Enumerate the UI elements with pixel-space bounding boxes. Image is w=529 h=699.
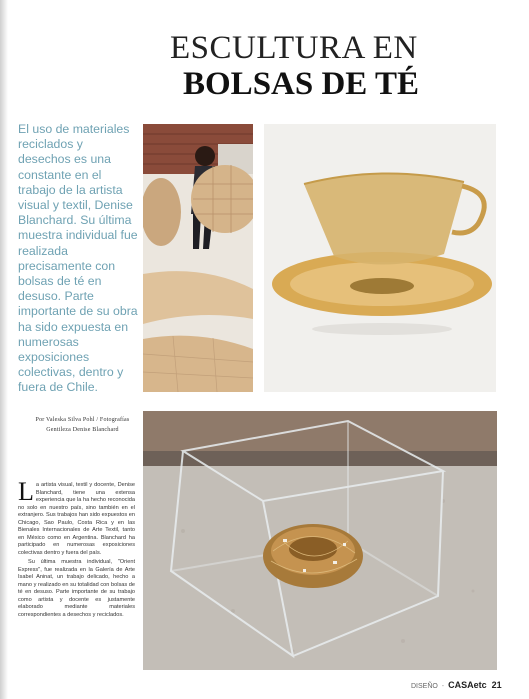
body-paragraph-1 [18, 477, 135, 557]
body-paragraph-1-text: a artista visual, textil y docente, Denise Blanchard, tiene una extensa experiencia que la ha hecho reconocida no solo en nuestro país, sino también en el extranjero. Sus trabajos han sido expuestos en Chicago, Sao Paulo, Costa Rica y en las Bienales Internacionales de Arte Textil, tanto en México como en Argentina. Blanchard ha participado en numerosas exposiciones colectivas dentro y fuera del país. [18, 482, 135, 556]
article-intro: El uso de materiales reciclados y desechos es una constante en el trabajo de la artista visual y textil, Denise Blanchard. Su última muestra individual fue realizada precisamente con bolsas de té en desuso. Parte importante de su obra ha sido expuesta en numerosas exposiciones colectivas, dentro y fuera de Chile. [18, 122, 138, 395]
footer-section: DISEÑO [411, 683, 438, 690]
page-spine-shadow [0, 0, 8, 699]
footer-brand: CASAetc [448, 680, 487, 690]
footer-separator: - [441, 683, 445, 690]
page-footer [411, 680, 502, 690]
photo-artist-with-works [143, 124, 253, 392]
photo-teacup-sculpture-drawing [264, 124, 496, 392]
article-title-line1: ESCULTURA EN [170, 30, 418, 66]
drop-cap: L [18, 477, 34, 506]
article-credits: Por Valeska Silva Pohl / Fotografías Gentileza Denise Blanchard [35, 417, 130, 433]
photo-acrylic-box-nest [143, 411, 497, 670]
photo-teacup-sculpture [264, 124, 496, 392]
footer-page-number: 21 [491, 680, 502, 690]
photo-acrylic-box-nest-drawing [143, 411, 497, 670]
article-title-line2: BOLSAS DE TÉ [183, 66, 419, 102]
body-paragraph-2: Su última muestra individual, "Orient Express", fue realizada en la Galería de Arte Isabel Aninat, un trabajo delicado, hecho a mano y realizado en su totalidad con bolsas de té en desuso. Parte importante de su trabajo como artista y docente es justamente elaborado mediante materiales correspondientes a desechos y reciclados. [18, 559, 135, 618]
article-body [18, 477, 135, 621]
photo-artist-with-works-drawing [143, 124, 253, 392]
